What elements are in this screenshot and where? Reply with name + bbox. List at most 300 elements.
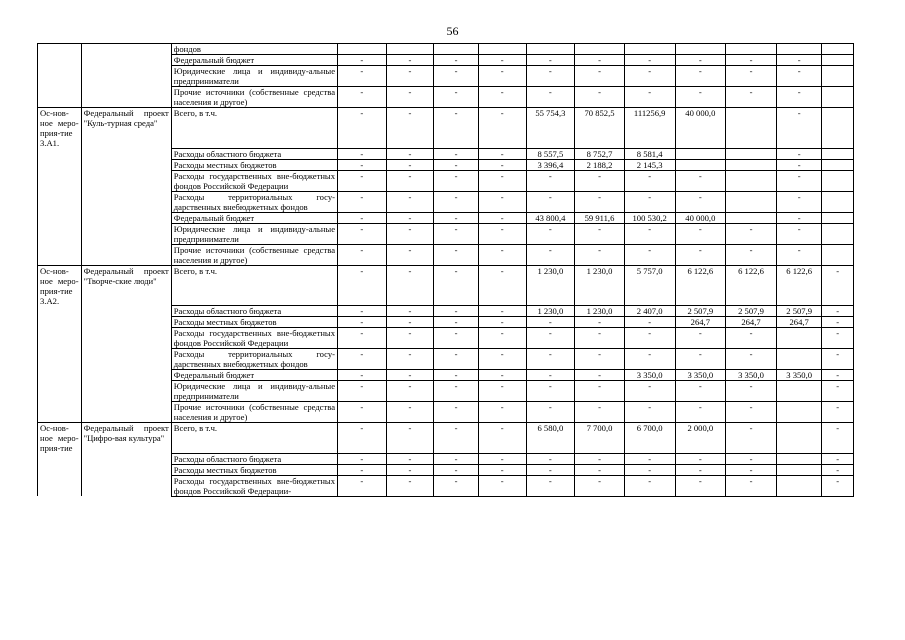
value-cell: - (822, 317, 854, 328)
event-cell (38, 328, 82, 349)
project-cell (81, 453, 171, 464)
source-cell: Расходы местных бюджетов (171, 159, 337, 170)
value-cell (822, 159, 854, 170)
value-cell: - (338, 148, 387, 159)
value-cell (675, 159, 726, 170)
value-cell (726, 170, 777, 191)
value-cell: - (624, 464, 675, 475)
value-cell (726, 191, 777, 212)
event-cell (38, 244, 82, 265)
value-cell: - (386, 464, 434, 475)
value-cell: - (675, 402, 726, 423)
source-cell: Расходы государственных вне-бюджетных фондов Российской Федерации (171, 170, 337, 191)
value-cell: - (526, 55, 575, 66)
value-cell: - (478, 159, 526, 170)
value-cell: - (338, 55, 387, 66)
value-cell: - (478, 223, 526, 244)
source-cell: Всего, в т.ч. (171, 265, 337, 306)
value-cell: - (575, 170, 625, 191)
table-row (38, 55, 854, 66)
value-cell: - (822, 306, 854, 317)
table-row (38, 170, 854, 191)
project-cell (81, 212, 171, 223)
value-cell: - (575, 475, 625, 496)
value-cell (386, 44, 434, 55)
value-cell: - (338, 464, 387, 475)
value-cell: 264,7 (726, 317, 777, 328)
source-cell: Всего, в т.ч. (171, 423, 337, 454)
value-cell: - (338, 306, 387, 317)
value-cell: - (726, 87, 777, 108)
source-cell: Расходы областного бюджета (171, 453, 337, 464)
value-cell: - (386, 223, 434, 244)
value-cell: - (386, 306, 434, 317)
value-cell: - (526, 191, 575, 212)
event-cell (38, 170, 82, 191)
value-cell: - (478, 244, 526, 265)
event-cell: Ос-нов-ное меро-прия-тие 3.А1. (38, 108, 82, 149)
value-cell (478, 44, 526, 55)
value-cell: - (434, 306, 479, 317)
value-cell: - (726, 349, 777, 370)
value-cell: - (726, 328, 777, 349)
value-cell: 6 700,0 (624, 423, 675, 454)
value-cell: - (386, 423, 434, 454)
table-row (38, 159, 854, 170)
value-cell: - (624, 349, 675, 370)
value-cell (822, 223, 854, 244)
value-cell: - (338, 381, 387, 402)
value-cell: - (822, 370, 854, 381)
value-cell: 6 122,6 (776, 265, 822, 306)
value-cell: - (434, 223, 479, 244)
value-cell: - (776, 66, 822, 87)
project-cell (81, 317, 171, 328)
value-cell: - (575, 328, 625, 349)
project-cell (81, 370, 171, 381)
source-cell: Юридические лица и индивиду-альные предприниматели (171, 381, 337, 402)
event-cell (38, 349, 82, 370)
value-cell: - (526, 464, 575, 475)
event-cell (38, 464, 82, 475)
value-cell: - (338, 402, 387, 423)
source-cell: Расходы местных бюджетов (171, 464, 337, 475)
value-cell (726, 108, 777, 149)
project-cell (81, 244, 171, 265)
value-cell: - (624, 170, 675, 191)
value-cell: - (575, 402, 625, 423)
value-cell: - (434, 328, 479, 349)
value-cell: - (338, 423, 387, 454)
source-cell: Федеральный бюджет (171, 55, 337, 66)
value-cell: 40 000,0 (675, 212, 726, 223)
value-cell: - (624, 191, 675, 212)
value-cell: - (386, 402, 434, 423)
value-cell (822, 170, 854, 191)
value-cell: - (478, 475, 526, 496)
value-cell: - (822, 381, 854, 402)
value-cell: - (478, 191, 526, 212)
event-cell (38, 44, 82, 55)
source-cell: Всего, в т.ч. (171, 108, 337, 149)
source-cell: Федеральный бюджет (171, 370, 337, 381)
source-cell: Расходы областного бюджета (171, 148, 337, 159)
value-cell (575, 44, 625, 55)
value-cell: - (575, 381, 625, 402)
value-cell: 111256,9 (624, 108, 675, 149)
value-cell: - (434, 265, 479, 306)
value-cell: - (624, 453, 675, 464)
value-cell: - (434, 170, 479, 191)
value-cell: - (338, 317, 387, 328)
value-cell: - (624, 402, 675, 423)
value-cell: 55 754,3 (526, 108, 575, 149)
value-cell: - (338, 191, 387, 212)
value-cell (776, 44, 822, 55)
value-cell: - (624, 381, 675, 402)
value-cell: - (675, 55, 726, 66)
value-cell (822, 108, 854, 149)
project-cell (81, 223, 171, 244)
value-cell: - (675, 170, 726, 191)
value-cell (526, 44, 575, 55)
value-cell: - (726, 223, 777, 244)
value-cell: - (338, 223, 387, 244)
value-cell: - (434, 349, 479, 370)
event-cell (38, 66, 82, 87)
value-cell: - (386, 108, 434, 149)
value-cell: - (478, 328, 526, 349)
value-cell: - (478, 317, 526, 328)
value-cell: 8 752,7 (575, 148, 625, 159)
source-cell: Прочие источники (собственные средства населения и другое) (171, 87, 337, 108)
value-cell: 3 350,0 (675, 370, 726, 381)
value-cell: - (386, 349, 434, 370)
value-cell (776, 328, 822, 349)
table-row (38, 244, 854, 265)
value-cell: 2 145,3 (624, 159, 675, 170)
project-cell (81, 148, 171, 159)
event-cell (38, 87, 82, 108)
value-cell (624, 44, 675, 55)
value-cell: - (822, 453, 854, 464)
table-row (38, 108, 854, 149)
value-cell: - (675, 475, 726, 496)
value-cell: - (386, 453, 434, 464)
table-row (38, 306, 854, 317)
value-cell: - (434, 244, 479, 265)
event-cell (38, 191, 82, 212)
source-cell: Расходы государственных вне-бюджетных фондов Российской Федерации- (171, 475, 337, 496)
value-cell (822, 87, 854, 108)
value-cell: - (726, 423, 777, 454)
value-cell: - (386, 170, 434, 191)
value-cell (675, 44, 726, 55)
value-cell: - (675, 191, 726, 212)
value-cell: - (575, 87, 625, 108)
value-cell: - (776, 212, 822, 223)
value-cell: 1 230,0 (575, 306, 625, 317)
value-cell: 8 557,5 (526, 148, 575, 159)
value-cell: - (434, 370, 479, 381)
value-cell: - (575, 317, 625, 328)
project-cell (81, 66, 171, 87)
event-cell (38, 381, 82, 402)
table-row (38, 66, 854, 87)
event-cell (38, 306, 82, 317)
event-cell (38, 212, 82, 223)
value-cell: - (526, 244, 575, 265)
value-cell: - (675, 464, 726, 475)
value-cell: - (478, 464, 526, 475)
value-cell: - (726, 475, 777, 496)
value-cell: - (338, 370, 387, 381)
value-cell: - (822, 328, 854, 349)
value-cell: - (575, 191, 625, 212)
project-cell (81, 191, 171, 212)
value-cell: - (526, 349, 575, 370)
value-cell: - (822, 475, 854, 496)
value-cell: 264,7 (675, 317, 726, 328)
value-cell: - (434, 317, 479, 328)
value-cell: - (624, 55, 675, 66)
value-cell: - (386, 475, 434, 496)
value-cell: - (776, 159, 822, 170)
value-cell: - (726, 244, 777, 265)
value-cell (776, 402, 822, 423)
value-cell: 7 700,0 (575, 423, 625, 454)
value-cell: - (338, 212, 387, 223)
value-cell: - (478, 349, 526, 370)
value-cell: - (675, 223, 726, 244)
value-cell: - (726, 402, 777, 423)
value-cell (726, 44, 777, 55)
value-cell (822, 191, 854, 212)
value-cell: - (624, 317, 675, 328)
source-cell: Расходы территориальных госу-дарственных внебюджетных фондов (171, 349, 337, 370)
event-cell: Ос-нов-ное меро-прия-тие (38, 423, 82, 454)
project-cell (81, 381, 171, 402)
source-cell: Расходы государственных вне-бюджетных фондов Российской Федерации (171, 328, 337, 349)
project-cell (81, 87, 171, 108)
value-cell: - (675, 328, 726, 349)
value-cell: 2 407,0 (624, 306, 675, 317)
event-cell (38, 55, 82, 66)
value-cell: - (386, 148, 434, 159)
value-cell: - (338, 170, 387, 191)
source-cell: Федеральный бюджет (171, 212, 337, 223)
value-cell: - (386, 317, 434, 328)
value-cell: - (526, 170, 575, 191)
table-row (38, 265, 854, 306)
value-cell: - (386, 191, 434, 212)
value-cell: - (434, 108, 479, 149)
value-cell: - (434, 402, 479, 423)
value-cell: - (434, 475, 479, 496)
project-cell (81, 170, 171, 191)
value-cell: 2 000,0 (675, 423, 726, 454)
value-cell: - (675, 66, 726, 87)
value-cell: - (675, 244, 726, 265)
value-cell (776, 453, 822, 464)
value-cell: - (575, 223, 625, 244)
value-cell: - (478, 453, 526, 464)
value-cell: 100 530,2 (624, 212, 675, 223)
value-cell: - (624, 244, 675, 265)
value-cell: - (338, 475, 387, 496)
value-cell: - (434, 191, 479, 212)
value-cell: - (478, 265, 526, 306)
value-cell: - (776, 108, 822, 149)
value-cell: - (675, 453, 726, 464)
value-cell: - (434, 212, 479, 223)
value-cell: 3 350,0 (776, 370, 822, 381)
project-cell: Федеральный проект "Куль-турная среда" (81, 108, 171, 149)
value-cell: - (526, 381, 575, 402)
value-cell: - (675, 87, 726, 108)
value-cell (822, 44, 854, 55)
value-cell: - (526, 223, 575, 244)
value-cell: - (478, 306, 526, 317)
value-cell (822, 244, 854, 265)
table-row (38, 464, 854, 475)
value-cell: - (776, 148, 822, 159)
value-cell: - (338, 453, 387, 464)
value-cell (822, 148, 854, 159)
table-row (38, 370, 854, 381)
value-cell: - (624, 87, 675, 108)
value-cell (726, 159, 777, 170)
value-cell: - (338, 66, 387, 87)
value-cell: - (478, 87, 526, 108)
event-cell (38, 317, 82, 328)
value-cell: - (338, 349, 387, 370)
value-cell: 3 350,0 (726, 370, 777, 381)
value-cell: 43 800,4 (526, 212, 575, 223)
value-cell: - (675, 349, 726, 370)
value-cell: 6 580,0 (526, 423, 575, 454)
value-cell: - (526, 370, 575, 381)
value-cell: - (624, 328, 675, 349)
value-cell (338, 44, 387, 55)
value-cell: - (434, 464, 479, 475)
value-cell: - (386, 55, 434, 66)
value-cell: - (776, 244, 822, 265)
table-row (38, 317, 854, 328)
source-cell: Расходы территориальных госу-дарственных внебюджетных фондов (171, 191, 337, 212)
value-cell: - (386, 370, 434, 381)
value-cell: 2 188,2 (575, 159, 625, 170)
event-cell: Ос-нов-ное меро-прия-тие 3.А2. (38, 265, 82, 306)
value-cell: - (526, 402, 575, 423)
value-cell: - (624, 66, 675, 87)
value-cell: - (478, 170, 526, 191)
value-cell: - (338, 87, 387, 108)
value-cell: - (776, 87, 822, 108)
value-cell: - (526, 453, 575, 464)
source-cell: Расходы областного бюджета (171, 306, 337, 317)
project-cell (81, 464, 171, 475)
value-cell: - (338, 328, 387, 349)
value-cell: - (478, 402, 526, 423)
value-cell: - (776, 223, 822, 244)
value-cell: 70 852,5 (575, 108, 625, 149)
value-cell: - (478, 381, 526, 402)
value-cell (822, 66, 854, 87)
table-row (38, 402, 854, 423)
project-cell (81, 159, 171, 170)
value-cell: 59 911,6 (575, 212, 625, 223)
event-cell (38, 223, 82, 244)
value-cell: - (726, 55, 777, 66)
value-cell: - (478, 212, 526, 223)
value-cell: - (575, 349, 625, 370)
project-cell (81, 475, 171, 496)
value-cell: - (776, 191, 822, 212)
value-cell: - (726, 381, 777, 402)
value-cell: - (478, 55, 526, 66)
project-cell (81, 44, 171, 55)
value-cell (726, 148, 777, 159)
event-cell (38, 402, 82, 423)
value-cell: - (726, 66, 777, 87)
value-cell: - (338, 265, 387, 306)
value-cell: - (624, 475, 675, 496)
value-cell: - (526, 87, 575, 108)
table-row (38, 44, 854, 55)
value-cell (776, 381, 822, 402)
value-cell: - (526, 317, 575, 328)
value-cell (776, 475, 822, 496)
value-cell (776, 464, 822, 475)
value-cell: 6 122,6 (726, 265, 777, 306)
value-cell: - (478, 370, 526, 381)
table-row (38, 191, 854, 212)
source-cell: Юридические лица и индивиду-альные предприниматели (171, 66, 337, 87)
budget-table (37, 43, 854, 497)
value-cell: - (338, 159, 387, 170)
value-cell: - (776, 170, 822, 191)
value-cell: - (526, 328, 575, 349)
value-cell: - (386, 87, 434, 108)
value-cell: - (575, 370, 625, 381)
value-cell: - (575, 66, 625, 87)
value-cell: - (822, 464, 854, 475)
value-cell (434, 44, 479, 55)
value-cell (776, 349, 822, 370)
project-cell: Федеральный проект "Творче-ские люди" (81, 265, 171, 306)
value-cell: - (386, 265, 434, 306)
value-cell: - (478, 423, 526, 454)
value-cell: 3 396,4 (526, 159, 575, 170)
table-row (38, 87, 854, 108)
value-cell: 8 581,4 (624, 148, 675, 159)
event-cell (38, 370, 82, 381)
source-cell: фондов (171, 44, 337, 55)
project-cell (81, 306, 171, 317)
value-cell: - (434, 55, 479, 66)
value-cell: - (822, 402, 854, 423)
value-cell: 2 507,9 (726, 306, 777, 317)
value-cell: - (338, 108, 387, 149)
table-row (38, 148, 854, 159)
value-cell (675, 148, 726, 159)
value-cell: - (386, 244, 434, 265)
value-cell: 1 230,0 (526, 265, 575, 306)
value-cell: - (386, 212, 434, 223)
table-row (38, 475, 854, 496)
source-cell: Прочие источники (собственные средства населения и другое) (171, 244, 337, 265)
